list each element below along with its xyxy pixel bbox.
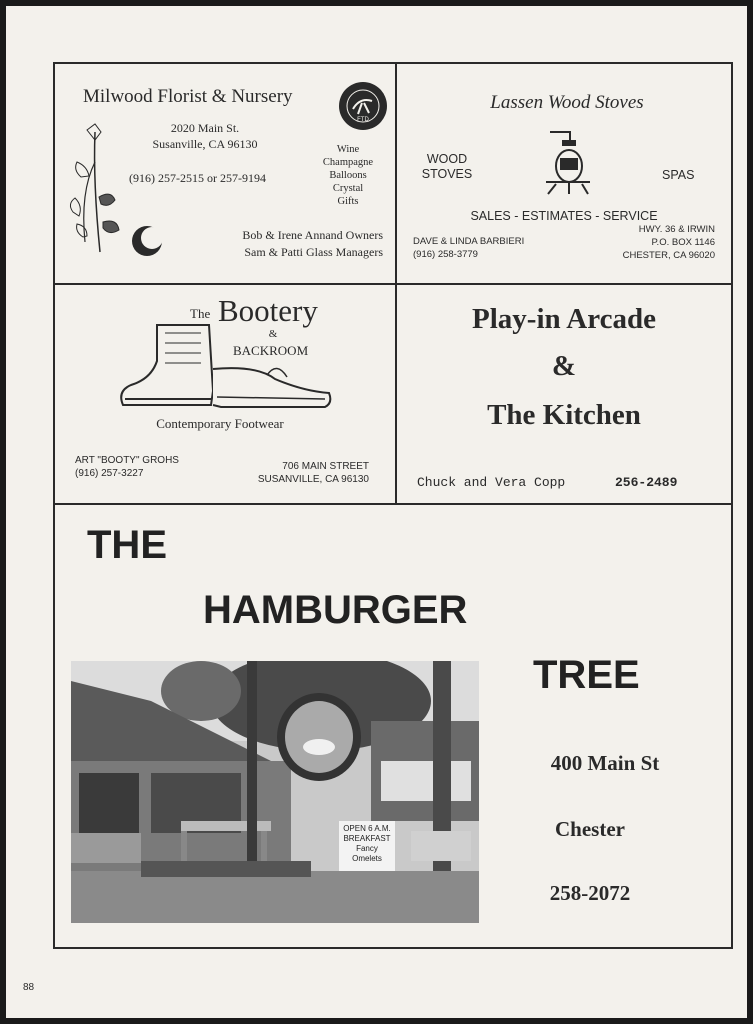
- bootery-address-1: 706 MAIN STREET: [282, 461, 369, 472]
- product-item: Gifts: [337, 196, 359, 207]
- bootery-address-2: SUSANVILLE, CA 96130: [257, 474, 369, 485]
- hamburger-word-the: THE: [87, 523, 167, 567]
- lassen-ad: [395, 62, 733, 285]
- lassen-owners: DAVE & LINDA BARBIERI: [413, 236, 525, 247]
- florist-managers: Sam & Patti Glass Managers: [244, 245, 383, 259]
- lassen-right-label: SPAS: [662, 168, 695, 182]
- bootery-name: Bootery: [218, 293, 318, 328]
- photo-sign-text: OPEN 6 A.M. BREAKFAST Fancy Omelets: [343, 824, 391, 863]
- stove-icon: [540, 126, 590, 201]
- florist-address-2: Susanville, CA 96130: [152, 137, 258, 151]
- bootery-phone: (916) 257-3227: [75, 468, 144, 479]
- lassen-address-2: P.O. BOX 1146: [651, 237, 715, 248]
- restaurant-photo: [71, 661, 479, 923]
- lassen-name: Lassen Wood Stoves: [490, 92, 644, 113]
- florist-products: [313, 143, 383, 208]
- hamburger-phone: 258-2072: [549, 881, 631, 905]
- boot-illustration: [117, 321, 335, 418]
- hamburger-ad: [53, 503, 733, 949]
- page-number: 88: [23, 982, 35, 993]
- arcade-line-2: &: [551, 350, 577, 382]
- arcade-phone: 256-2489: [615, 475, 678, 490]
- ftd-logo: [338, 81, 388, 136]
- moon-logo: [130, 224, 164, 263]
- product-item: Champagne: [322, 157, 374, 168]
- arcade-ad: [395, 283, 733, 505]
- lassen-phone: (916) 258-3779: [413, 249, 478, 260]
- product-item: Crystal: [332, 183, 364, 194]
- florist-ad: [53, 62, 397, 285]
- product-item: Balloons: [329, 170, 367, 181]
- arcade-owners: Chuck and Vera Copp: [417, 475, 566, 490]
- yearbook-page: [6, 6, 747, 1018]
- bootery-tagline: Contemporary Footwear: [156, 416, 284, 431]
- florist-name: Milwood Florist & Nursery: [83, 86, 293, 107]
- lassen-address-3: CHESTER, CA 96020: [622, 250, 715, 261]
- bootery-amp: &: [268, 328, 278, 340]
- bootery-owner: ART "BOOTY" GROHS: [75, 455, 179, 466]
- bootery-ad: [53, 283, 397, 505]
- florist-address-1: 2020 Main St.: [170, 121, 240, 135]
- product-item: Wine: [336, 144, 360, 155]
- bootery-the: The: [190, 306, 211, 321]
- lassen-services: SALES - ESTIMATES - SERVICE: [470, 209, 658, 223]
- florist-phone: (916) 257-2515 or 257-9194: [129, 171, 266, 185]
- lassen-address-1: HWY. 36 & IRWIN: [638, 224, 715, 235]
- arcade-line-1: Play-in Arcade: [472, 303, 656, 335]
- hamburger-city: Chester: [555, 817, 625, 841]
- hamburger-address: 400 Main St: [550, 751, 660, 775]
- florist-owners: Bob & Irene Annand Owners: [242, 228, 383, 242]
- flower-illustration: [65, 122, 125, 267]
- lassen-left-label: WOOD STOVES: [421, 152, 473, 181]
- arcade-line-3: The Kitchen: [487, 399, 641, 431]
- bootery-backroom: BACKROOM: [233, 343, 309, 358]
- ftd-badge-text: FTD: [357, 117, 369, 123]
- hamburger-word-tree: TREE: [533, 653, 640, 697]
- hamburger-word-hamburger: HAMBURGER: [203, 588, 468, 632]
